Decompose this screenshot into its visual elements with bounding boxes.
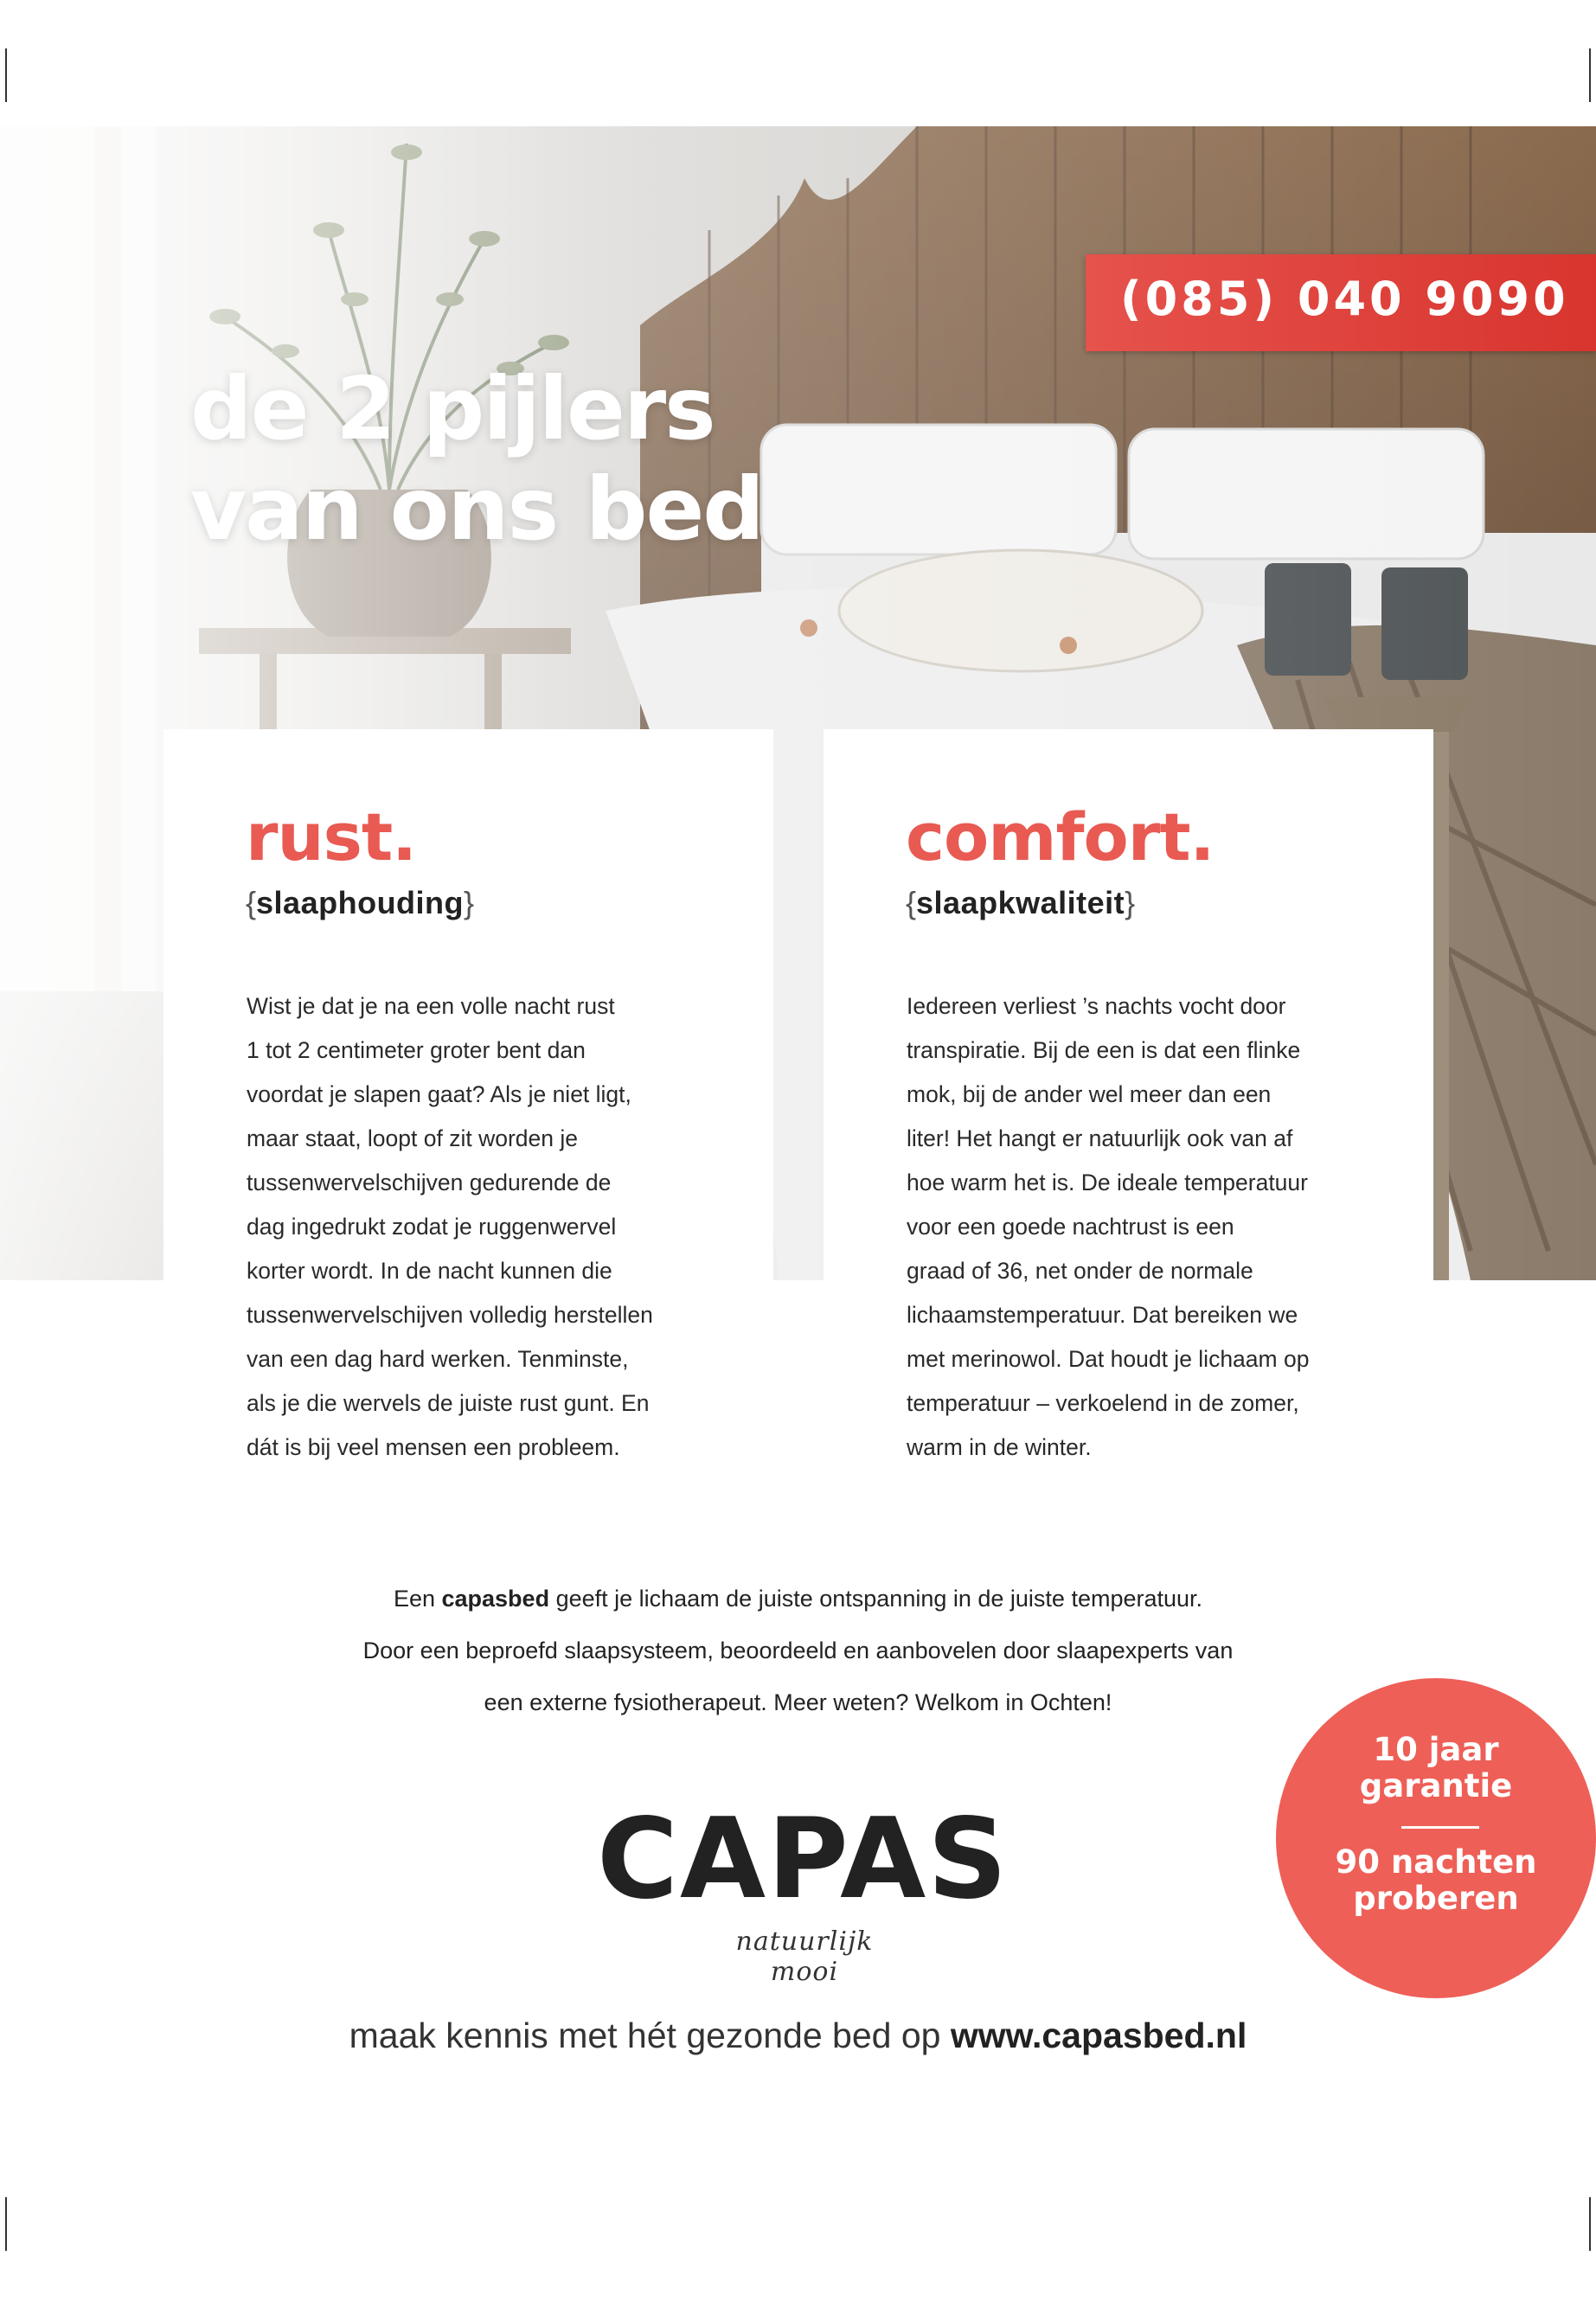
headline-line-1: de 2 pijlers (190, 358, 715, 459)
guarantee-badge (1276, 1678, 1596, 1998)
closing-text: Een (393, 1586, 442, 1612)
guarantee-text (1276, 1732, 1596, 1804)
body-line: warm in de winter. (907, 1434, 1092, 1460)
page-title (190, 359, 796, 560)
body-line: temperatuur – verkoelend in de zomer, (907, 1390, 1299, 1416)
body-line: transpiratie. Bij de een is dat een flinke (907, 1037, 1301, 1063)
pillar-body-rust (247, 984, 696, 1470)
phone-banner[interactable] (1086, 254, 1596, 351)
body-line: als je die wervels de juiste rust gunt. En (247, 1390, 650, 1416)
body-line: van een dag hard werken. Tenminste, (247, 1346, 629, 1372)
crop-mark-top-right (1589, 48, 1591, 102)
body-line: tussenwervelschijven gedurende de (247, 1170, 612, 1195)
pillar-title: rust. (246, 798, 417, 875)
body-line: liter! Het hangt er natuurlijk ook van af (907, 1125, 1293, 1151)
guarantee-years: 10 jaar (1373, 1731, 1499, 1768)
closing-line-2: Door een beproefd slaapsysteem, beoordeeld en aanbovelen door slaapexperts van (362, 1638, 1234, 1663)
body-line: met merinowol. Dat houdt je lichaam op (907, 1346, 1310, 1372)
body-line: voordat je slapen gaat? Als je niet ligt, (247, 1081, 631, 1107)
pillar-subtitle-text: slaaphouding (256, 885, 465, 920)
pillar-body-comfort (907, 984, 1356, 1470)
website-link[interactable]: www.capasbed.nl (950, 2016, 1247, 2055)
body-line: maar staat, loopt of zit worden je (247, 1125, 578, 1151)
guarantee-label: garantie (1359, 1767, 1513, 1804)
body-line: lichaamstemperatuur. Dat bereiken we (907, 1302, 1298, 1328)
badge-divider (1401, 1826, 1479, 1829)
body-line: korter wordt. In de nacht kunnen die (247, 1258, 612, 1284)
body-line: tussenwervelschijven volledig herstellen (247, 1302, 653, 1328)
body-line: graad of 36, net onder de normale (907, 1258, 1253, 1284)
body-line: Iedereen verliest ’s nachts vocht door (907, 993, 1286, 1019)
body-line: Wist je dat je na een volle nacht rust (247, 993, 615, 1019)
headline-line-2: van ons bed (190, 458, 763, 560)
body-line: mok, bij de ander wel meer dan een (907, 1081, 1272, 1107)
pillar-subtitle: {slaaphouding} (246, 885, 475, 920)
closing-text: geeft je lichaam de juiste ontspanning in de juiste temperatuur. (549, 1586, 1203, 1612)
phone-number[interactable]: (085) 040 9090 (1120, 272, 1569, 326)
crop-mark-top-left (5, 48, 7, 102)
trial-text (1276, 1844, 1596, 1917)
body-line: dag ingedrukt zodat je ruggenwervel (247, 1214, 617, 1240)
brand-mention: capasbed (441, 1586, 550, 1612)
logo-tagline: natuurlijk mooi (735, 1926, 874, 1987)
pillar-subtitle-text: slaapkwaliteit (916, 885, 1125, 920)
body-line: voor een goede nachtrust is een (907, 1214, 1234, 1240)
body-line: dát is bij veel mensen een probleem. (247, 1434, 620, 1460)
body-line: 1 tot 2 centimeter groter bent dan (247, 1037, 586, 1063)
closing-line-3: een externe fysiotherapeut. Meer weten? Welkom in Ochten! (484, 1689, 1112, 1715)
crop-mark-bottom-right (1589, 2197, 1591, 2251)
footer-text: maak kennis met hét gezonde bed op (349, 2016, 951, 2055)
body-line: hoe warm het is. De ideale temperatuur (907, 1170, 1308, 1195)
footer-cta (0, 2016, 1596, 2056)
pillar-title: comfort. (906, 798, 1215, 875)
crop-mark-bottom-left (5, 2197, 7, 2251)
closing-line-1 (0, 1573, 1596, 1625)
trial-nights: 90 nachten (1335, 1843, 1537, 1881)
trial-label: proberen (1353, 1880, 1519, 1917)
pillar-subtitle: {slaapkwaliteit} (906, 885, 1136, 920)
capas-logo: CAPAS (597, 1795, 1010, 1924)
